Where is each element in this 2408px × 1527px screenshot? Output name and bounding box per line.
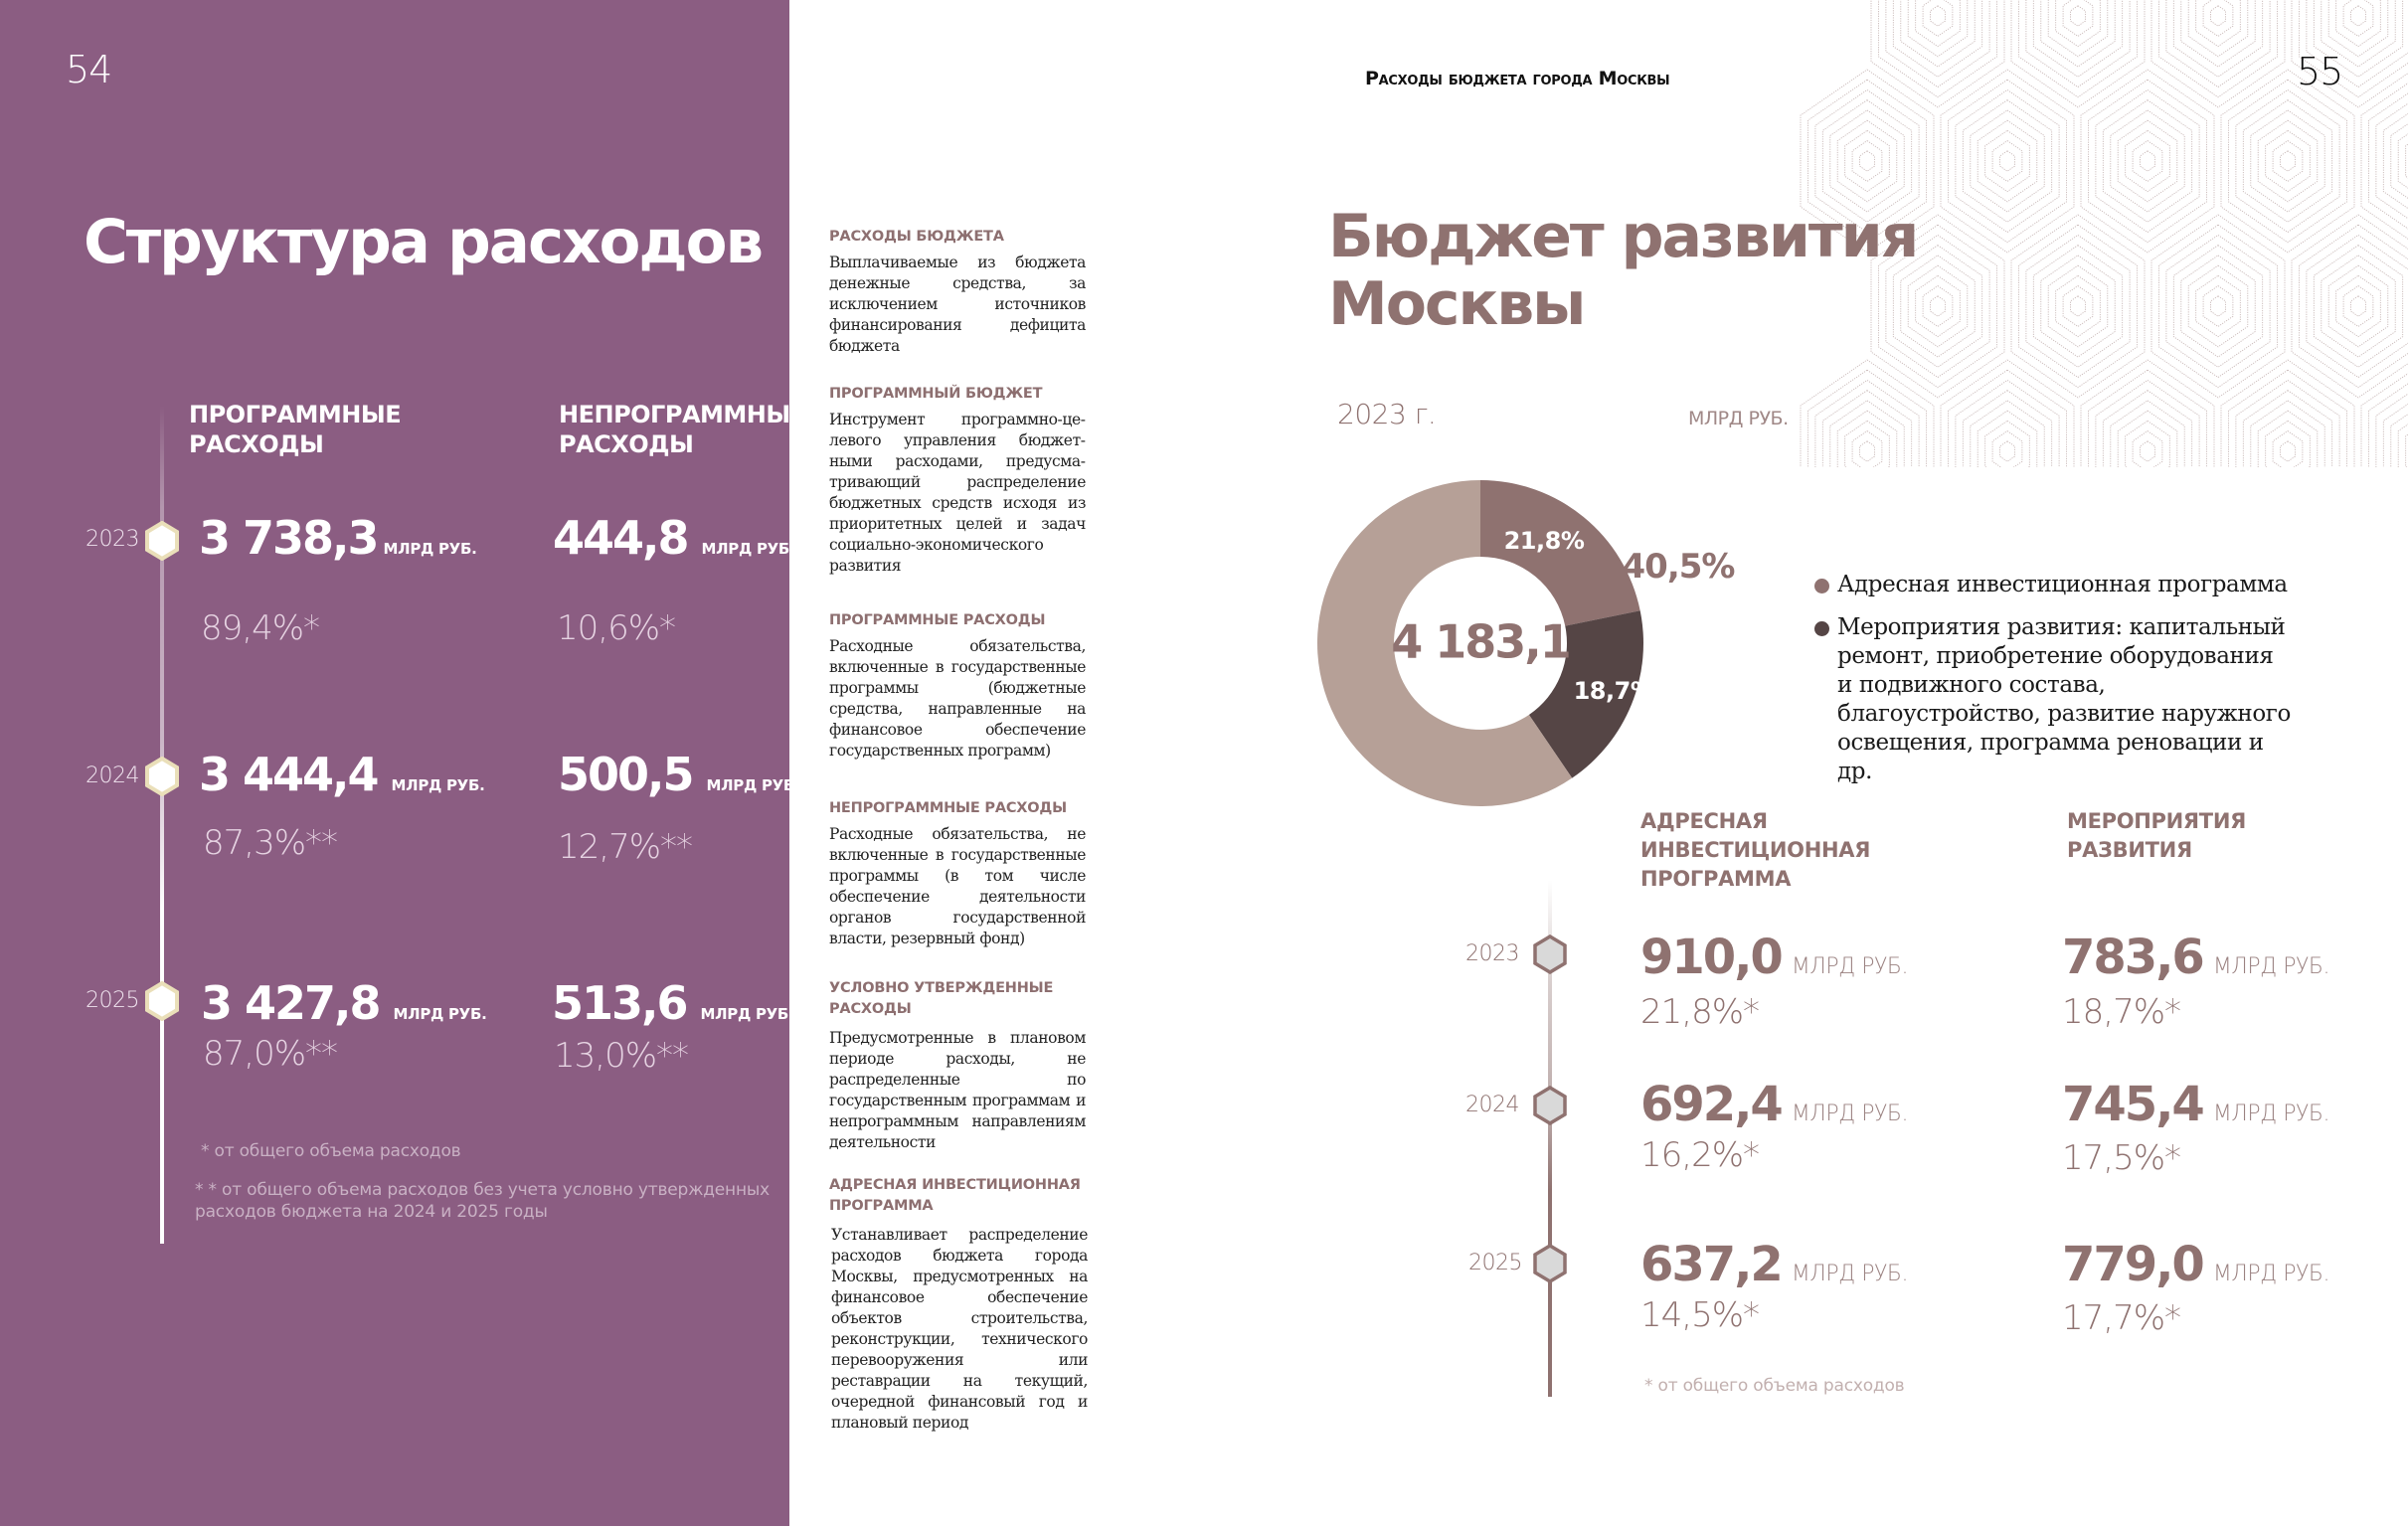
non-programmatic-value: 513,6 bbox=[552, 976, 687, 1030]
glossary-definition: Выплачиваемые из бюджета денежные средства, за исключением источников финансирования дефицита бюджета bbox=[829, 254, 1086, 355]
development-value-row bbox=[2062, 1237, 2329, 1292]
chart-legend bbox=[1814, 571, 2331, 786]
development-percent: 18,7%* bbox=[2062, 992, 2181, 1032]
right-page-title: Бюджет развития Москвы bbox=[1328, 202, 1918, 339]
timeline-year: 2023 bbox=[1465, 941, 1519, 966]
hexagon-tile bbox=[1941, 360, 2074, 467]
unit-label: МЛРД РУБ. bbox=[383, 540, 477, 558]
unit-label: МЛРД РУБ. bbox=[2212, 954, 2329, 979]
donut-center-total: 4 183,1 bbox=[1391, 614, 1570, 669]
address-program-value-row bbox=[1640, 1237, 1908, 1292]
glossary-definition: Расходные обязательства, включенные в государственные программы (бюджетные средства, направленные на финансовое обеспечение государственных программ) bbox=[829, 637, 1086, 760]
unit-label: МЛРД РУБ. bbox=[1791, 954, 1908, 979]
non-programmatic-value-row bbox=[552, 976, 788, 1030]
right-page-number: 55 bbox=[2297, 50, 2343, 93]
chart-unit-label: МЛРД РУБ. bbox=[1688, 408, 1789, 429]
address-program-value: 910,0 bbox=[1640, 930, 1782, 985]
hexagon-tile bbox=[2221, 70, 2354, 253]
non-programmatic-value: 500,5 bbox=[558, 748, 693, 801]
unit-label: МЛРД РУБ. bbox=[393, 1005, 487, 1023]
development-percent: 17,7%* bbox=[2062, 1298, 2181, 1338]
legend-item-address-program bbox=[1814, 571, 2331, 599]
unit-label: МЛРД РУБ. bbox=[391, 776, 485, 794]
programmatic-percent: 87,3%** bbox=[203, 823, 338, 863]
glossary-entry bbox=[829, 1175, 1088, 1434]
address-program-value-row bbox=[1640, 930, 1908, 985]
programmatic-value-row bbox=[201, 976, 486, 1030]
hexagon-marker-icon bbox=[145, 981, 179, 1021]
left-page-number: 54 bbox=[66, 48, 112, 91]
hexagon-marker-icon bbox=[1533, 934, 1567, 974]
hexagon-marker-icon bbox=[1533, 1086, 1567, 1125]
glossary-term: ПРОГРАММНЫЕ РАСХОДЫ bbox=[829, 612, 1046, 628]
programmatic-value: 3 427,8 bbox=[201, 976, 380, 1030]
timeline-year: 2025 bbox=[86, 988, 139, 1013]
development-value-row bbox=[2062, 1077, 2329, 1132]
hexagon-tile bbox=[2151, 0, 2285, 107]
unit-label: МЛРД РУБ. bbox=[1791, 1102, 1908, 1126]
glossary-entry bbox=[829, 798, 1086, 949]
unit-label: МЛРД РУБ bbox=[700, 1005, 789, 1023]
timeline-year: 2025 bbox=[1468, 1251, 1522, 1275]
non-programmatic-value-row bbox=[553, 511, 794, 565]
timeline-year: 2023 bbox=[86, 527, 139, 552]
hexagon-tile bbox=[2151, 215, 2285, 398]
glossary-term: НЕПРОГРАММНЫЕ РАСХОДЫ bbox=[829, 800, 1067, 816]
programmatic-value-row bbox=[199, 748, 484, 801]
programmatic-value: 3 444,4 bbox=[199, 748, 378, 801]
glossary-definition: Расходные обязательства, не включенные в государственные программы (в том числе обеспечение деятельности органов государственной власти, резервный фонд) bbox=[829, 825, 1086, 947]
hexagon-marker-icon bbox=[1533, 1244, 1567, 1283]
timeline-year: 2024 bbox=[1465, 1093, 1519, 1117]
running-header: Расходы бюджета города Москвы bbox=[1365, 68, 1670, 89]
glossary-definition: Устанавливает распределение расходов бюджета города Москвы, предусмотренных на финансовое обеспечение объектов строительства, реконструкции, технического перевооружения или реставрации на текущий, очередной финансовый год и плановый период bbox=[831, 1226, 1088, 1432]
programmatic-value-row bbox=[199, 511, 476, 565]
unit-label: МЛРД РУБ. bbox=[2212, 1102, 2329, 1126]
column-header-programmatic: ПРОГРАММНЫЕ РАСХОДЫ bbox=[189, 401, 402, 458]
legend-dot-icon bbox=[1814, 579, 1829, 594]
footnote-single-asterisk: * от общего объема расходов bbox=[201, 1141, 461, 1161]
non-programmatic-percent: 10,6%* bbox=[557, 608, 676, 648]
glossary-entry bbox=[829, 384, 1086, 577]
hexagon-marker-icon bbox=[145, 521, 179, 561]
glossary-term: РАСХОДЫ БЮДЖЕТА bbox=[829, 229, 1004, 245]
development-value: 745,4 bbox=[2062, 1077, 2203, 1132]
address-program-value: 637,2 bbox=[1640, 1237, 1782, 1292]
glossary-definition: Предусмотренные в плановом периоде расходы, не распределенные по государственным программам и непрограммным направлениям деятельности bbox=[829, 1029, 1086, 1151]
unit-label: МЛРД РУБ. bbox=[701, 540, 795, 558]
glossary-entry bbox=[829, 978, 1086, 1153]
non-programmatic-value: 444,8 bbox=[553, 511, 688, 565]
timeline-year: 2024 bbox=[86, 764, 139, 788]
hexagon-tile bbox=[2361, 360, 2408, 467]
combined-share-label: 40,5% bbox=[1622, 547, 1735, 587]
address-program-value: 692,4 bbox=[1640, 1077, 1782, 1132]
hexagon-tile bbox=[1871, 0, 2004, 107]
donut-chart bbox=[1302, 447, 1800, 825]
left-page-title: Структура расходов bbox=[84, 207, 763, 277]
hexagon-tile bbox=[2081, 70, 2214, 253]
hexagon-tile bbox=[2081, 360, 2214, 467]
slice-label-address-program: 21,8% bbox=[1503, 527, 1585, 555]
hexagon-tile bbox=[2011, 215, 2145, 398]
hexagon-tile bbox=[2292, 215, 2408, 398]
slice-label-development: 18,7% bbox=[1573, 677, 1654, 705]
non-programmatic-value-row bbox=[558, 748, 799, 801]
address-program-percent: 21,8%* bbox=[1640, 992, 1760, 1032]
unit-label: МЛРД РУБ. bbox=[2212, 1262, 2329, 1286]
glossary-entry bbox=[829, 610, 1086, 762]
development-percent: 17,5%* bbox=[2062, 1138, 2181, 1178]
hexagon-tile bbox=[2221, 360, 2354, 467]
chart-year-label: 2023 г. bbox=[1337, 398, 1437, 430]
programmatic-value: 3 738,3 bbox=[199, 511, 378, 565]
address-program-value-row bbox=[1640, 1077, 1908, 1132]
legend-dot-icon bbox=[1814, 621, 1829, 636]
legend-label: Адресная инвестиционная программа bbox=[1837, 572, 2288, 597]
footnote-double-asterisk: * * от общего объема расходов без учета условно утвержденных расходов бюджета на 2024 и 2025 годы bbox=[195, 1180, 770, 1222]
glossary-definition: Инструмент программно-целевого управления бюджетными расходами, предусматривающий распределение бюджетных средств исходя из приоритетных целей и задач социально-экономического развития bbox=[829, 411, 1086, 575]
column-header-non-programmatic: НЕПРОГРАММНЫЕ РАСХОДЫ bbox=[559, 401, 806, 458]
column-header-development: МЕРОПРИЯТИЯ РАЗВИТИЯ bbox=[2067, 809, 2246, 862]
glossary-term: АДРЕСНАЯ ИНВЕСТИЦИОННАЯ ПРОГРАММА bbox=[829, 1177, 1081, 1214]
right-footnote: * от общего объема расходов bbox=[1644, 1376, 1905, 1396]
address-program-percent: 16,2%* bbox=[1640, 1135, 1760, 1175]
development-value: 779,0 bbox=[2062, 1237, 2203, 1292]
unit-label: МЛРД РУБ. bbox=[706, 776, 800, 794]
glossary-term: УСЛОВНО УТВЕРЖДЕННЫЕ РАСХОДЫ bbox=[829, 980, 1054, 1017]
hexagon-tile bbox=[1941, 70, 2074, 253]
programmatic-percent: 89,4%* bbox=[201, 608, 320, 648]
address-program-percent: 14,5%* bbox=[1640, 1295, 1760, 1335]
non-programmatic-percent: 12,7%** bbox=[558, 827, 693, 867]
hexagon-tile bbox=[1801, 360, 1934, 467]
development-value: 783,6 bbox=[2062, 930, 2203, 985]
programmatic-percent: 87,0%** bbox=[203, 1034, 338, 1074]
development-value-row bbox=[2062, 930, 2329, 985]
legend-item-development bbox=[1814, 613, 2331, 786]
hexagon-tile bbox=[2011, 0, 2145, 107]
unit-label: МЛРД РУБ. bbox=[1791, 1262, 1908, 1286]
hexagon-tile bbox=[2361, 70, 2408, 253]
legend-label: Мероприятия развития: капитальный ремонт, приобретение оборудования и подвижного состава, благоустройство, развитие наружного освещения, программа реновации и др. bbox=[1837, 614, 2291, 784]
non-programmatic-percent: 13,0%** bbox=[554, 1036, 689, 1076]
glossary-entry bbox=[829, 227, 1086, 357]
hexagon-marker-icon bbox=[145, 757, 179, 796]
glossary-term: ПРОГРАММНЫЙ БЮДЖЕТ bbox=[829, 386, 1043, 402]
column-header-address-program: АДРЕСНАЯ ИНВЕСТИЦИОННАЯ ПРОГРАММА bbox=[1640, 809, 1871, 891]
